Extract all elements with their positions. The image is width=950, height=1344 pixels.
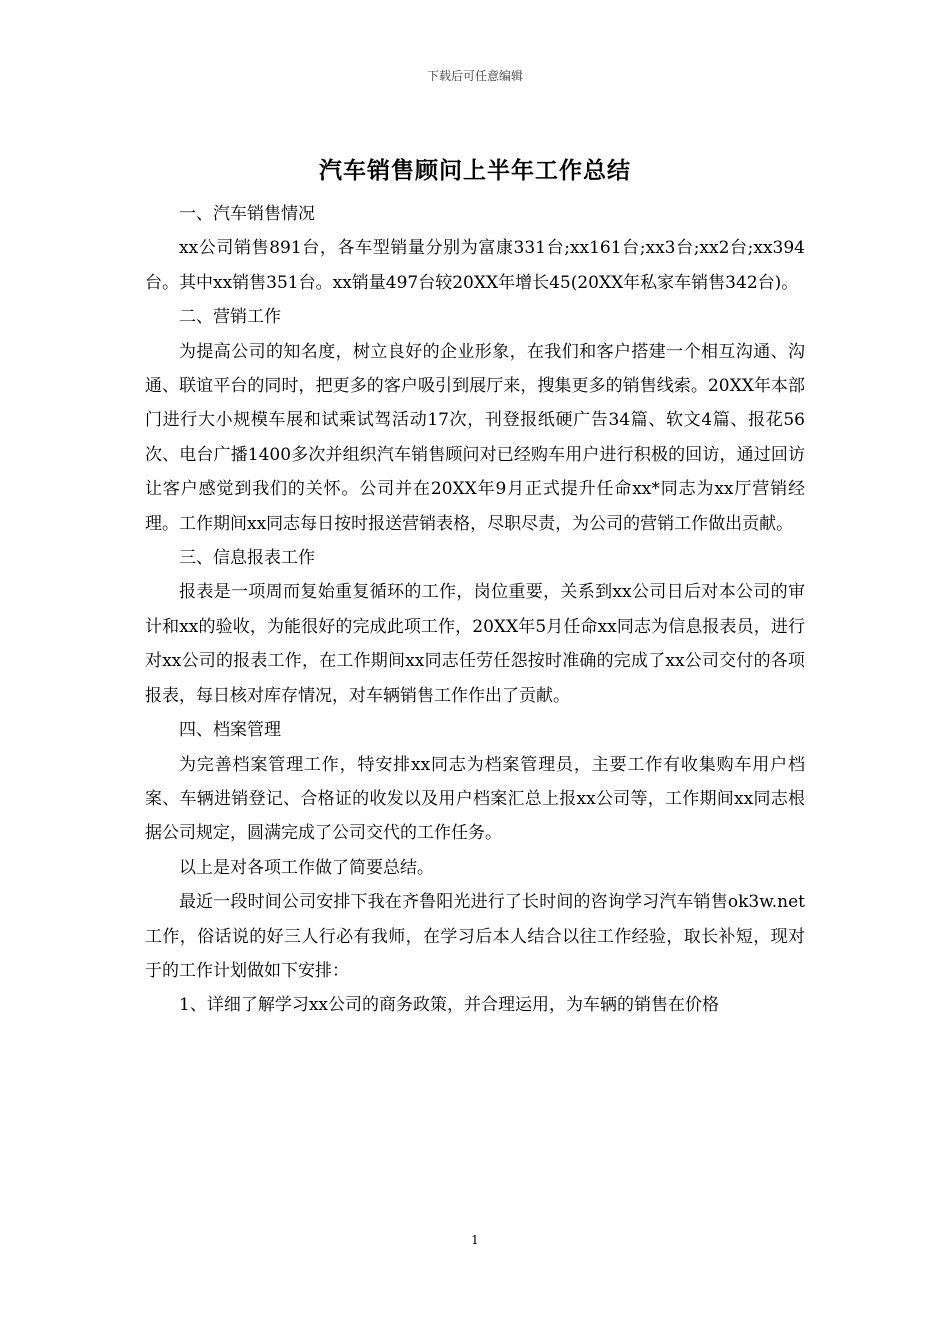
page-number: 1 bbox=[471, 1233, 479, 1247]
paragraph-reports: 报表是一项周而复始重复循环的工作，岗位重要，关系到xx公司日后对本公司的审计和xx的验收，为能很好的完成此项工作，20XX年5月任命xx同志为信息报表员，进行对xx公司的报表工作，在工作期间xx同志任劳任怨按时准确的完成了xx公司交付的各项报表，每日核对库存情况，对车辆销售工作作出了贡献。 bbox=[145, 582, 805, 706]
document-title: 汽车销售顾问上半年工作总结 bbox=[319, 157, 631, 184]
section-heading-marketing: 二、营销工作 bbox=[179, 307, 281, 328]
paragraph-plan-intro: 最近一段时间公司安排下我在齐鲁阳光进行了长时间的咨询学习汽车销售ok3w.net工作，俗话说的好三人行必有我师，在学习后本人结合以往工作经验，取长补短，现对于的工作计划做如下安排： bbox=[145, 892, 805, 981]
paragraph-plan-item-1: 1、详细了解学习xx公司的商务政策，并合理运用，为车辆的销售在价格 bbox=[179, 995, 719, 1016]
page-header: 下载后可任意编辑 bbox=[426, 69, 523, 83]
paragraph-sales: xx公司销售891台，各车型销量分别为富康331台;xx161台;xx3台;xx2台;xx394台。其中xx销售351台。xx销量497台较20XX年增长45(20XX年私家车销售342台)。 bbox=[145, 238, 805, 293]
document-body bbox=[145, 197, 805, 1023]
paragraph-archives: 为完善档案管理工作，特安排xx同志为档案管理员，主要工作有收集购车用户档案、车辆进销登记、合格证的收发以及用户档案汇总上报xx公司等，工作期间xx同志根据公司规定，圆满完成了公司交代的工作任务。 bbox=[145, 754, 805, 844]
paragraph-summary: 以上是对各项工作做了简要总结。 bbox=[179, 857, 434, 878]
section-heading-archives: 四、档案管理 bbox=[179, 720, 281, 741]
paragraph-marketing: 为提高公司的知名度，树立良好的企业形象，在我们和客户搭建一个相互沟通、沟通、联谊平台的同时，把更多的客户吸引到展厅来，搜集更多的销售线索。20XX年本部门进行大小规模车展和试乘试驾活动17次，刊登报纸硬广告34篇、软文4篇、报花56次、电台广播1400多次并组织汽车销售顾问对已经购车用户进行积极的回访，通过回访让客户感觉到我们的关怀。公司并在20XX年9月正式提升任命xx*同志为xx厅营销经理。工作期间xx同志每日按时报送营销表格，尽职尽责，为公司的营销工作做出贡献。 bbox=[145, 341, 805, 534]
section-heading-reports: 三、信息报表工作 bbox=[179, 548, 315, 569]
section-heading-sales: 一、汽车销售情况 bbox=[179, 204, 315, 224]
